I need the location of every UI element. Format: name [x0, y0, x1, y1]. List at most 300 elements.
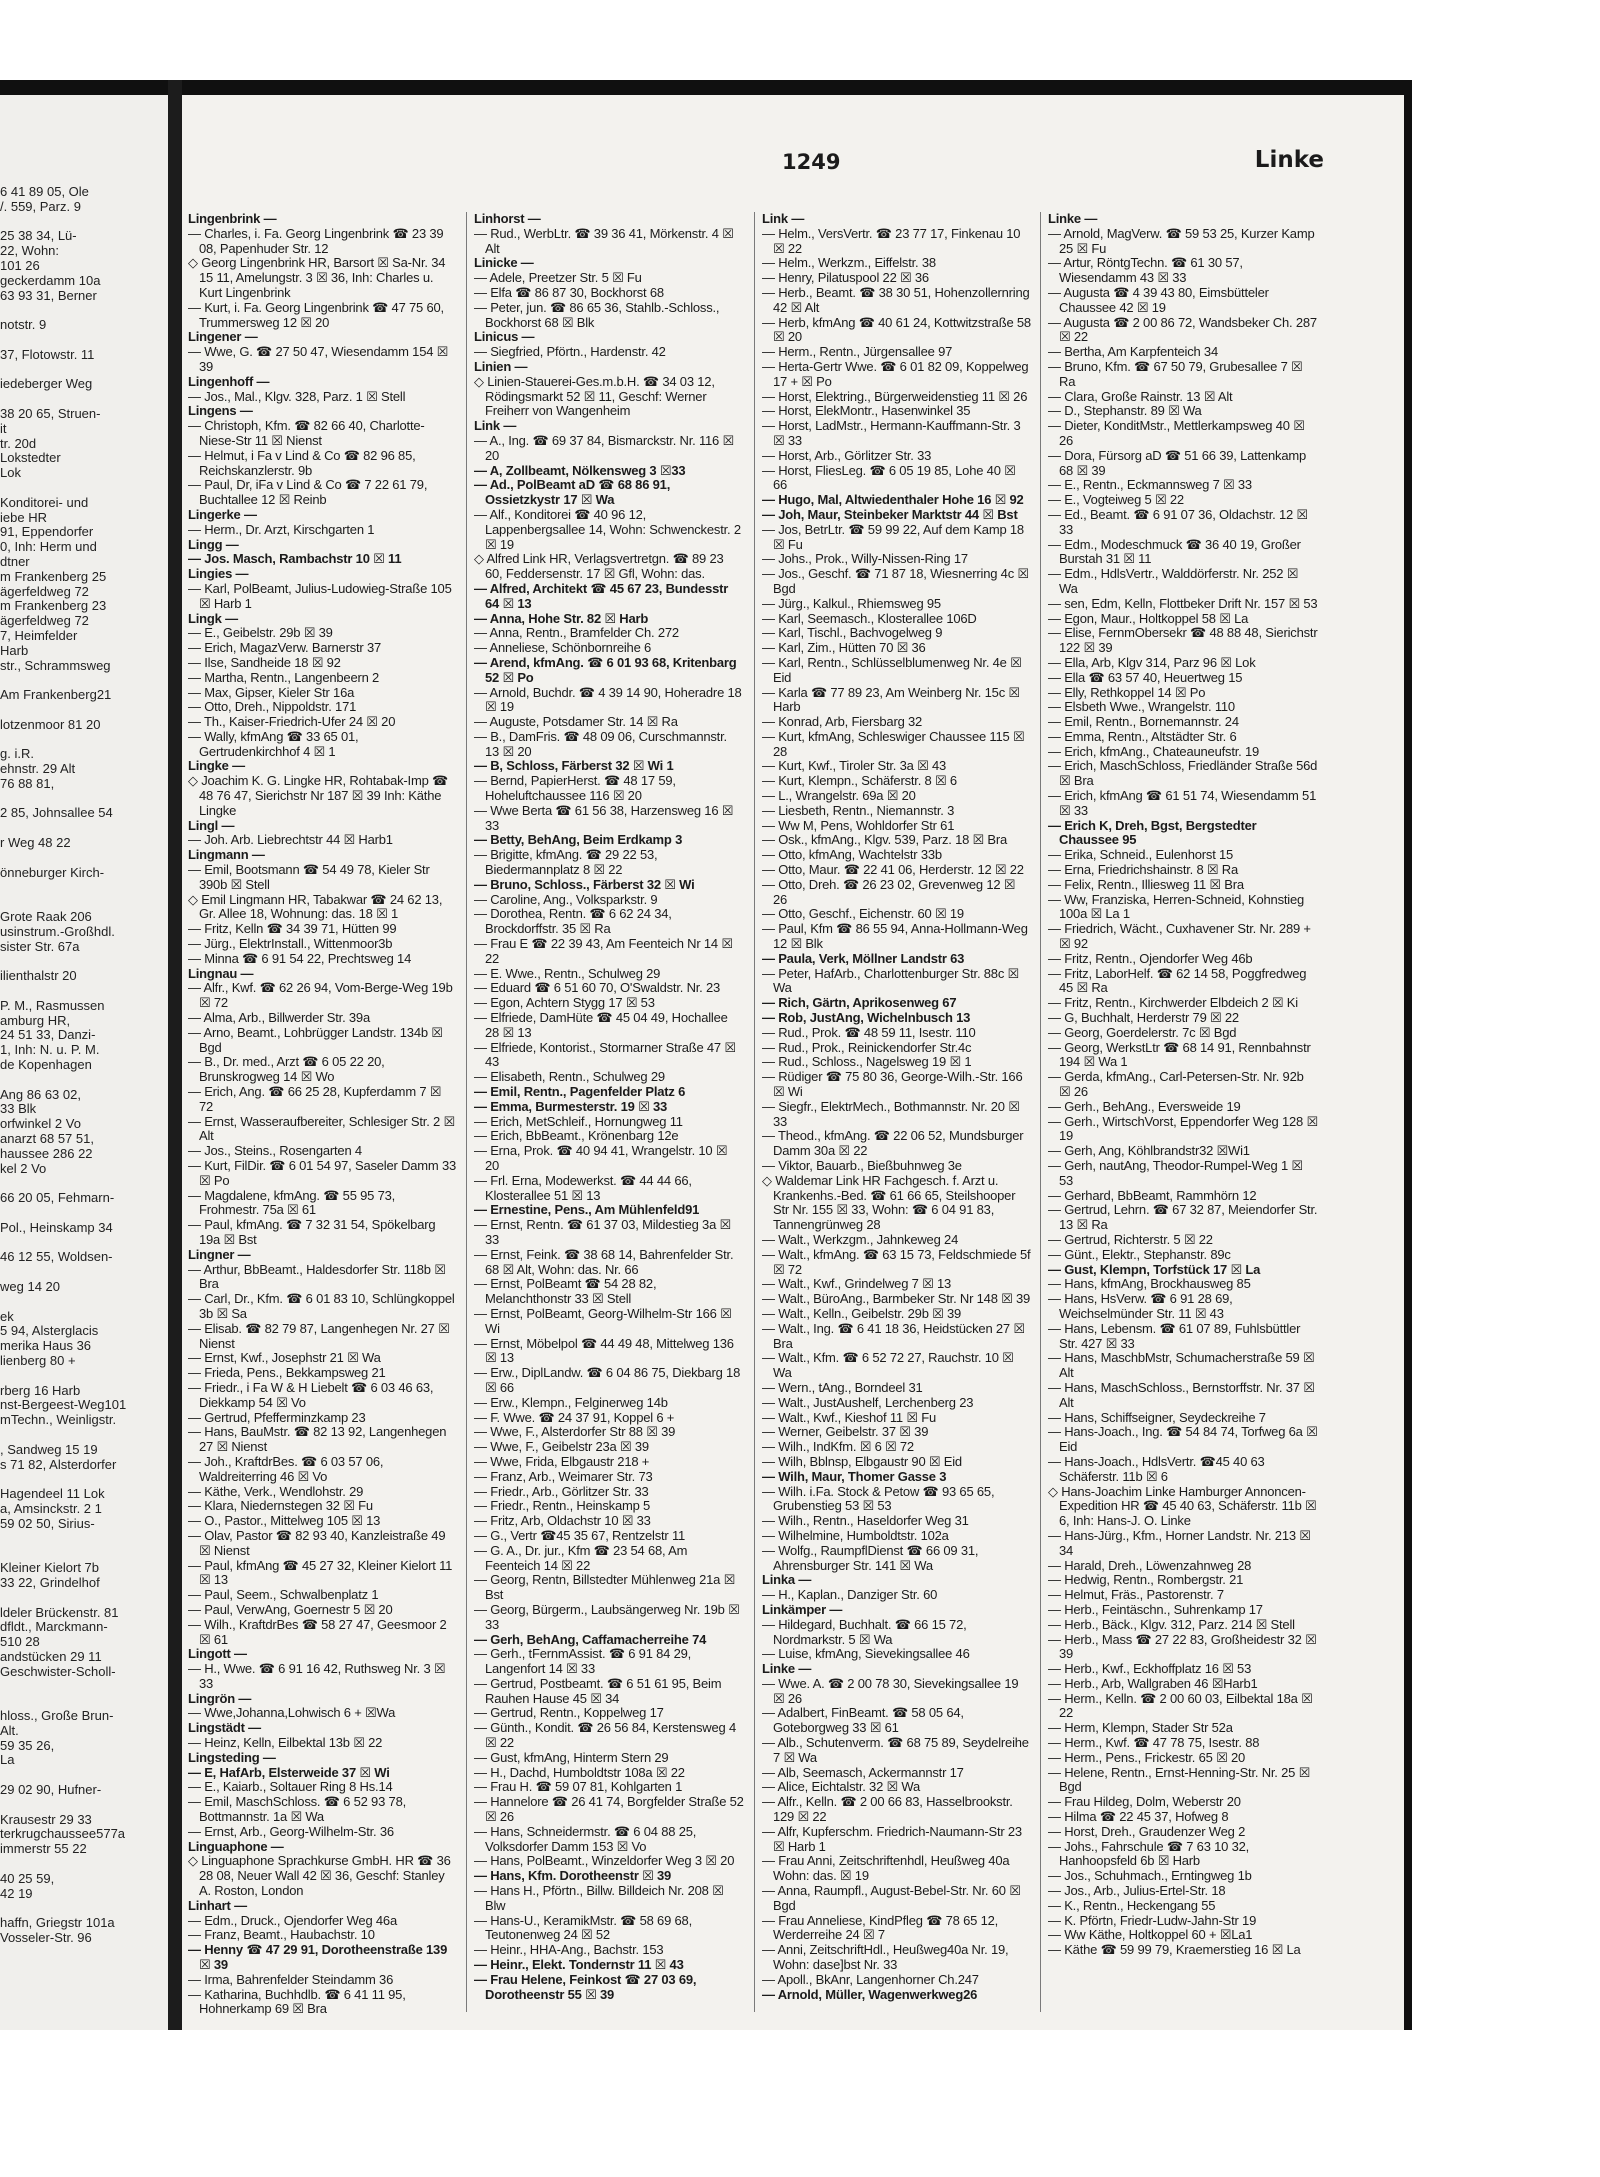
- directory-entry: — L., Wrangelstr. 69a ☒ 20: [762, 788, 916, 804]
- left-page-line: 38 20 65, Struen-: [0, 405, 101, 421]
- directory-entry: — Hans, MaschbMstr, Schumacherstraße 59 ☒ Alt: [1048, 1350, 1315, 1381]
- directory-entry: — Karl, Seemasch., Klosterallee 106D: [762, 610, 977, 626]
- directory-entry: — Gerh, Ang, Köhlbrandstr32 ☒Wi1: [1048, 1143, 1250, 1159]
- directory-entry: — Käthe ☎ 59 99 79, Kraemerstieg 16 ☒ La: [1048, 1942, 1301, 1958]
- directory-entry: — Irma, Bahrenfelder Steindamm 36: [188, 1971, 394, 1987]
- directory-entry: — Emil, Rentn., Pagenfelder Platz 6: [474, 1084, 686, 1100]
- directory-entry: — Hans, BauMstr. ☎ 82 13 92, Langenhegen 27 ☒ Nienst: [188, 1424, 447, 1455]
- left-page-line: önneburger Kirch-: [0, 864, 105, 880]
- directory-entry: — Herb., Bäck., Klgv. 312, Parz. 214 ☒ Stell: [1048, 1616, 1295, 1632]
- directory-entry: — Hans H., Pförtn., Billw. Billdeich Nr. 208 ☒ Blw: [474, 1883, 724, 1913]
- directory-entry: — Olav, Pastor ☎ 82 93 40, Kanzleistraße 49 ☒ Nienst: [188, 1527, 446, 1558]
- directory-entry: — Dieter, KonditMstr., Mettlerkampsweg 40 ☒ 26: [1048, 418, 1305, 448]
- left-page-line: Konditorei- und: [0, 494, 89, 510]
- left-page-line: [0, 1176, 168, 1191]
- left-page-line: [0, 1206, 168, 1221]
- directory-entry: — Erich, MaschSchloss, Friedländer Straße 56d ☒ Bra: [1048, 758, 1318, 789]
- directory-entry: — Ella ☎ 63 57 40, Heuertweg 15: [1048, 669, 1243, 685]
- directory-entry: — Joh., KraftdrBes. ☎ 6 03 57 06, Waldreiterring 46 ☒ Vo: [188, 1453, 384, 1484]
- directory-entry: — Carl, Dr., Kfm. ☎ 6 01 83 10, Schlüngkoppel 3b ☒ Sa: [188, 1291, 455, 1321]
- left-page-line: [0, 984, 168, 999]
- left-page-line: 510 28: [0, 1634, 40, 1650]
- directory-entry: ◇ Emil Lingmann HR, Tabakwar ☎ 24 62 13, Gr. Allee 18, Wohnung: das. 18 ☒ 1: [188, 891, 443, 922]
- directory-entry: — Bertha, Am Karpfenteich 34: [1048, 344, 1218, 360]
- left-page-line: iedeberger Weg: [0, 376, 93, 392]
- left-page-line: lienberg 80 +: [0, 1352, 76, 1368]
- directory-entry: — Anna, Raumpfl., August-Bebel-Str. Nr. 60 ☒ Bgd: [762, 1883, 1021, 1913]
- directory-entry: — G, Buchhalt, Herderstr 79 ☒ 22: [1048, 1010, 1239, 1026]
- directory-entry: — Magdalene, kfmAng. ☎ 55 95 73, Frohmestr. 75a ☒ 61: [188, 1187, 396, 1218]
- left-page-line: Am Frankenberg21: [0, 687, 112, 703]
- left-page-line: [0, 1798, 168, 1813]
- directory-entry: — Jos., Schuhmach., Erntingweg 1b: [1048, 1868, 1252, 1884]
- directory-entry: — Wwe, F., Alsterdorfer Str 88 ☒ 39: [474, 1424, 676, 1440]
- directory-entry: — Gertrud, Richterstr. 5 ☒ 22: [1048, 1231, 1213, 1247]
- directory-entry: — Wwe Berta ☎ 61 56 38, Harzensweg 16 ☒ 33: [474, 802, 734, 833]
- left-page-line: ilienthalstr 20: [0, 968, 77, 984]
- directory-entry: — Wwe, F., Geibelstr 23a ☒ 39: [474, 1439, 649, 1455]
- directory-entry: — Günth., Kondit. ☎ 26 56 84, Kerstensweg 4 ☒ 22: [474, 1720, 736, 1751]
- directory-entry: — K. Pförtn, Friedr-Ludw-Jahn-Str 19: [1048, 1912, 1257, 1928]
- directory-entry: — Gertrud, Lehrn. ☎ 67 32 87, Meiendorfer Str. 13 ☒ Ra: [1048, 1202, 1318, 1233]
- left-page-line: 33 22, Grindelhof: [0, 1574, 100, 1590]
- left-page-line: 33 Blk: [0, 1101, 37, 1117]
- left-page-line: [0, 1295, 168, 1310]
- directory-entry: — Alfr, Kupferschm. Friedrich-Naumann-Str 23 ☒ Harb 1: [762, 1823, 1022, 1854]
- left-page-line: P. M., Rasmussen: [0, 997, 105, 1013]
- directory-entry: — Dorothea, Rentn. ☎ 6 62 24 34, Brockdorffstr. 35 ☒ Ra: [474, 906, 672, 937]
- directory-entry: — Egon, Achtern Stygg 17 ☒ 53: [474, 995, 655, 1011]
- directory-entry: — Max, Gipser, Kieler Str 16a: [188, 684, 355, 700]
- left-page-line: [0, 1679, 168, 1694]
- left-page-line: notstr. 9: [0, 317, 47, 333]
- directory-entry: — Christoph, Kfm. ☎ 82 66 40, Charlotte-Niese-Str 11 ☒ Nienst: [188, 418, 425, 448]
- directory-entry: — Edm., Druck., Ojendorfer Weg 46a: [188, 1912, 397, 1928]
- directory-entry: — Georg, WerkstLtr ☎ 68 14 91, Rennbahnstr 194 ☒ Wa 1: [1048, 1039, 1311, 1070]
- left-page-line: 6 41 89 05, Ole: [0, 184, 89, 199]
- directory-entry: ◇ Linien-Stauerei-Ges.m.b.H. ☎ 34 03 12, Rödingsmarkt 52 ☒ 11, Geschf: Werner Freiherr von Wangenheim: [474, 373, 715, 419]
- directory-entry: — Felix, Rentn., Illiesweg 11 ☒ Bra: [1048, 876, 1244, 892]
- left-page-line: weg 14 20: [0, 1278, 60, 1294]
- directory-entry: — Paul, kfmAng ☎ 45 27 32, Kleiner Kielort 11 ☒ 13: [188, 1557, 453, 1588]
- directory-entry: — Jos., Geschf. ☎ 71 87 18, Wiesnerring 4c ☒ Bgd: [762, 566, 1029, 596]
- directory-entry: — Erw., Klempn., Felginerweg 14b: [474, 1394, 668, 1410]
- left-page-line: amburg HR,: [0, 1012, 71, 1028]
- left-page-line: andstücken 29 11: [0, 1648, 102, 1664]
- left-page-line: [0, 363, 168, 378]
- directory-entry: — Frau Anni, Zeitschriftenhdl, Heußweg 40a Wohn: das. ☒ 19: [762, 1853, 1010, 1884]
- directory-entry: — E., Rentn., Eckmannsweg 7 ☒ 33: [1048, 477, 1252, 493]
- left-page-line: rberg 16 Harb: [0, 1382, 81, 1398]
- directory-entry: — Herm, Klempn, Stader Str 52a: [1048, 1720, 1233, 1736]
- directory-column-4: [1048, 212, 1318, 1958]
- directory-entry: — Walt., Werkzgm., Jahnkeweg 24: [762, 1231, 959, 1247]
- directory-entry: — Otto, Dreh., Nippoldstr. 171: [188, 699, 357, 715]
- left-page-line: [0, 895, 168, 910]
- left-page-line: 76 88 81,: [0, 775, 55, 791]
- left-page-line: g. i.R.: [0, 746, 34, 762]
- directory-entry: — Frau Hildeg, Dolm, Weberstr 20: [1048, 1794, 1241, 1810]
- directory-entry: — Friedr., Arb., Görlitzer Str. 33: [474, 1483, 649, 1499]
- left-page-line: [0, 1768, 168, 1783]
- directory-entry: — Hans, Schneidermstr. ☎ 6 04 88 25, Volksdorfer Damm 153 ☒ Vo: [474, 1823, 697, 1854]
- directory-entry: — Rich, Gärtn, Aprikosenweg 67: [762, 995, 957, 1011]
- directory-entry: — Friedr., Rentn., Heinskamp 5: [474, 1498, 651, 1514]
- directory-entry: — Edm., HdlsVertr., Walddörferstr. Nr. 252 ☒ Wa: [1048, 566, 1299, 596]
- directory-entry: — Elise, FernmObersekr ☎ 48 88 48, Sierichstr 122 ☒ 39: [1048, 625, 1318, 656]
- directory-entry: — B., Dr. med., Arzt ☎ 6 05 22 20, Brunskrogweg 14 ☒ Wo: [188, 1054, 385, 1085]
- left-page-line: [0, 1428, 168, 1443]
- directory-entry: — Ed., Beamt. ☎ 6 91 07 36, Oldachstr. 12 ☒ 33: [1048, 506, 1308, 537]
- left-page-line: [0, 732, 168, 747]
- directory-entry: — Ad., PolBeamt aD ☎ 68 86 91, Ossietzkystr 17 ☒ Wa: [474, 477, 671, 508]
- directory-entry: — Kurt, kfmAng, Schleswiger Chaussee 115 ☒ 28: [762, 728, 1025, 759]
- left-page-line: Harb: [0, 642, 29, 658]
- directory-entry: — Ernestine, Pens., Am Mühlenfeld91: [474, 1202, 700, 1218]
- left-page-line: immerstr 55 22: [0, 1841, 87, 1857]
- directory-entry: — Rud., WerbLtr. ☎ 39 36 41, Mörkenstr. 4 ☒ Alt: [474, 225, 734, 256]
- directory-entry: — Augusta ☎ 2 00 86 72, Wandsbeker Ch. 287 ☒ 22: [1048, 314, 1317, 345]
- directory-entry: — Arnold, Buchdr. ☎ 4 39 14 90, Hoheradre 18 ☒ 19: [474, 684, 742, 715]
- directory-entry: — Ww Käthe, Holtkoppel 60 + ☒La1: [1048, 1927, 1253, 1943]
- directory-entry: — Fritz, Kelln ☎ 34 39 71, Hütten 99: [188, 921, 397, 937]
- directory-entry: — Wally, kfmAng ☎ 33 65 01, Gertrudenkirchhof 4 ☒ 1: [188, 728, 359, 759]
- directory-entry: — E. Wwe., Rentn., Schulweg 29: [474, 965, 661, 981]
- directory-entry: — Emil, Rentn., Bornemannstr. 24: [1048, 714, 1239, 730]
- left-page-line: Vosseler-Str. 96: [0, 1930, 92, 1946]
- directory-entry: — Arnold, MagVerw. ☎ 59 53 25, Kurzer Kamp 25 ☒ Fu: [1048, 225, 1315, 256]
- directory-entry: — Jos., Arb., Julius-Ertel-Str. 18: [1048, 1883, 1226, 1899]
- directory-entry: — Fritz, Rentn., Kirchwerder Elbdeich 2 ☒ Ki: [1048, 995, 1298, 1011]
- directory-entry: — Frau E ☎ 22 39 43, Am Feenteich Nr 14 ☒ 22: [474, 936, 733, 966]
- left-page-line: haussee 286 22: [0, 1145, 93, 1161]
- directory-entry: — Walt., BüroAng., Barmbeker Str. Nr 148 ☒ 39: [762, 1291, 1031, 1307]
- directory-entry: — Helene, Rentn., Ernst-Henning-Str. Nr. 25 ☒ Bgd: [1048, 1764, 1311, 1795]
- directory-entry: — Walt., Kelln., Geibelstr. 29b ☒ 39: [762, 1305, 962, 1321]
- directory-entry: — H., Dachd, Humboldtstr 108a ☒ 22: [474, 1764, 685, 1780]
- left-page-line: [0, 1857, 168, 1872]
- directory-entry: — Caroline, Ang., Volksparkstr. 9: [474, 891, 658, 907]
- directory-entry: Lingmann —: [188, 847, 265, 863]
- directory-entry: — Wern., tAng., Borndeel 31: [762, 1379, 923, 1395]
- directory-entry: — Gertrud, Pfefferminzkamp 23: [188, 1409, 366, 1425]
- directory-entry: — Erich, MetSchleif., Hornungweg 11: [474, 1113, 683, 1129]
- directory-entry: — Johs., Prok., Willy-Nissen-Ring 17: [762, 551, 968, 567]
- left-page-line: a, Amsinckstr. 2 1: [0, 1500, 102, 1516]
- directory-entry: — A, Zollbeamt, Nölkensweg 3 ☒33: [474, 462, 686, 478]
- left-page-line: ldeler Brückenstr. 81: [0, 1604, 119, 1620]
- directory-entry: — Hans-Joach., Ing. ☎ 54 84 74, Torfweg 6a ☒ Eid: [1048, 1424, 1318, 1455]
- directory-entry: — Dora, Fürsorg aD ☎ 51 66 39, Lattenkamp 68 ☒ 39: [1048, 447, 1307, 478]
- directory-entry: — Otto, Maur. ☎ 22 41 06, Herderstr. 12 ☒ 22: [762, 862, 1024, 878]
- directory-entry: — Herb., Kwf., Eckhoffplatz 16 ☒ 53: [1048, 1661, 1252, 1677]
- left-page-line: [0, 1546, 168, 1561]
- directory-entry: — Gust, kfmAng, Hinterm Stern 29: [474, 1749, 669, 1765]
- directory-entry: — Elly, Rethkoppel 14 ☒ Po: [1048, 684, 1206, 700]
- directory-entry: — Herm., Pens., Frickestr. 65 ☒ 20: [1048, 1749, 1246, 1765]
- directory-entry: — Gertrud, Postbeamt. ☎ 6 51 61 95, Beim Rauhen Hause 45 ☒ 34: [474, 1675, 722, 1706]
- directory-entry: — Alfr., Kelln. ☎ 2 00 66 83, Hasselbrookstr. 129 ☒ 22: [762, 1794, 1013, 1825]
- left-page-line: ägerfeldweg 72: [0, 613, 89, 629]
- left-page-line: [0, 1265, 168, 1280]
- directory-entry: — Wolfg., RaumpflDienst ☎ 66 09 31, Ahrensburger Str. 141 ☒ Wa: [762, 1542, 979, 1573]
- directory-entry: — Klara, Niedernstegen 32 ☒ Fu: [188, 1498, 373, 1514]
- left-page-line: ek: [0, 1308, 14, 1324]
- directory-entry: — Frau Anneliese, KindPfleg ☎ 78 65 12, Werderreihe 24 ☒ 7: [762, 1912, 999, 1943]
- directory-entry: — Gerh, nautAng, Theodor-Rumpel-Weg 1 ☒ 53: [1048, 1158, 1303, 1188]
- directory-entry: — Otto, Dreh. ☎ 26 23 02, Grevenweg 12 ☒ 26: [762, 876, 1016, 907]
- column-divider: [466, 212, 467, 2012]
- left-page-line: nst-Bergeest-Weg101: [0, 1397, 127, 1413]
- directory-entry: — Arthur, BbBeamt., Haldesdorfer Str. 118b ☒ Bra: [188, 1261, 446, 1292]
- left-page-line: 42 19: [0, 1885, 33, 1901]
- directory-entry: — Elfriede, Kontorist., Stormarner Straße 47 ☒ 43: [474, 1039, 736, 1070]
- directory-entry: — Hans, Schiffseigner, Seydeckreihe 7: [1048, 1409, 1266, 1425]
- directory-entry: — Emma, Rentn., Altstädter Str. 6: [1048, 728, 1237, 744]
- left-page-line: [0, 673, 168, 688]
- directory-entry: — Frieda, Pens., Bekkampsweg 21: [188, 1365, 386, 1381]
- directory-entry: — O., Pastor., Mittelweg 105 ☒ 13: [188, 1513, 381, 1529]
- directory-entry: — Alfred, Architekt ☎ 45 67 23, Bundesstr 64 ☒ 13: [474, 580, 729, 611]
- directory-entry: — Hugo, Mal, Altwiedenthaler Hohe 16 ☒ 92: [762, 492, 1024, 508]
- directory-entry: — Georg, Goerdelerstr. 7c ☒ Bgd: [1048, 1024, 1237, 1040]
- directory-entry: — Georg, Rentn, Billstedter Mühlenweg 21a ☒ Bst: [474, 1572, 736, 1603]
- directory-entry: — Ernst, Rentn. ☎ 61 37 03, Mildestieg 3a ☒ 33: [474, 1217, 731, 1247]
- directory-entry: — Ernst, Feink. ☎ 38 68 14, Bahrenfelder Str. 68 ☒ Alt, Wohn: das. Nr. 66: [474, 1246, 734, 1277]
- left-page-line: anarzt 68 57 51,: [0, 1131, 94, 1146]
- left-page-line: hloss., Große Brun-: [0, 1708, 114, 1724]
- directory-entry: — Arnold, Müller, Wagenwerkweg26: [762, 1986, 978, 2002]
- left-page-column: [0, 185, 168, 1946]
- directory-entry: — Horst, FliesLeg. ☎ 6 05 19 85, Lohe 40 ☒ 66: [762, 462, 1016, 493]
- page-header: [182, 95, 1404, 205]
- directory-entry: — Kurt, Klempn., Schäferstr. 8 ☒ 6: [762, 773, 957, 789]
- directory-entry: Lingerke —: [188, 506, 257, 522]
- directory-entry: — Jos, BetrLtr. ☎ 59 99 22, Auf dem Kamp 18 ☒ Fu: [762, 521, 1024, 552]
- left-page-line: 25 38 34, Lü-: [0, 228, 77, 244]
- left-page-line: 29 02 90, Hufner-: [0, 1782, 102, 1798]
- directory-entry: — Walt., Kwf., Kieshof 11 ☒ Fu: [762, 1409, 936, 1425]
- directory-entry: — Wwe. A. ☎ 2 00 78 30, Sievekingsallee 19 ☒ 26: [762, 1675, 1019, 1706]
- directory-entry: — Fritz, Arb, Oldachstr 10 ☒ 33: [474, 1513, 651, 1529]
- left-page-line: merika Haus 36: [0, 1338, 92, 1354]
- left-page-line: La: [0, 1752, 15, 1768]
- directory-entry: — Adalbert, FinBeamt. ☎ 58 05 64, Goteborgweg 33 ☒ 61: [762, 1705, 964, 1736]
- directory-entry: — Helmut, i Fa v Lind & Co ☎ 82 96 85, Reichskanzlerstr. 9b: [188, 447, 416, 478]
- left-page-line: /. 559, Parz. 9: [0, 198, 81, 214]
- left-page-line: m Frankenberg 23: [0, 598, 107, 614]
- left-page-line: [0, 851, 168, 866]
- directory-entry: — Paul, Seem., Schwalbenplatz 1: [188, 1587, 379, 1603]
- left-page-line: [0, 1901, 168, 1916]
- directory-entry: — Walt., Ing. ☎ 6 41 18 36, Heidstücken 27 ☒ Bra: [762, 1320, 1025, 1351]
- left-page-line: Grote Raak 206: [0, 909, 92, 925]
- directory-entry: — Joh, Maur, Steinbeker Marktstr 44 ☒ Bst: [762, 506, 1018, 522]
- left-page-line: [0, 954, 168, 969]
- left-page-line: 59 35 26,: [0, 1737, 55, 1753]
- directory-entry: — Brigitte, kfmAng. ☎ 29 22 53, Biedermannplatz 8 ☒ 22: [474, 847, 658, 878]
- left-page-line: [0, 1532, 168, 1547]
- left-page-line: Pol., Heinskamp 34: [0, 1219, 113, 1235]
- left-page-line: mTechn., Weinligstr.: [0, 1412, 117, 1428]
- directory-entry: — Wilh. i.Fa. Stock & Petow ☎ 93 65 65, Grubenstieg 53 ☒ 53: [762, 1483, 995, 1514]
- directory-entry: — Paul, VerwAng, Goernestr 5 ☒ 20: [188, 1601, 393, 1617]
- directory-entry: — Hilma ☎ 22 45 37, Hofweg 8: [1048, 1809, 1229, 1825]
- directory-entry: — Karl, Rentn., Schlüsselblumenweg Nr. 4e ☒ Eid: [762, 654, 1022, 685]
- directory-entry: — Gerh., WirtschVorst, Eppendorfer Weg 128 ☒ 19: [1048, 1113, 1318, 1144]
- directory-entry: Lingke —: [188, 758, 245, 774]
- directory-entry: ◇ Waldemar Link HR Fachgesch. f. Arzt u. Krankenhs.-Bed. ☎ 61 66 65, Steilshooper Str Nr. 155 ☒ 33, Wohn: ☎ 6 04 91 83, Tannengrünweg 28: [762, 1172, 1016, 1233]
- directory-entry: — Ernst, PolBeamt ☎ 54 28 82, Melanchthonstr 33 ☒ Stell: [474, 1276, 657, 1307]
- directory-entry: — A., Ing. ☎ 69 37 84, Bismarckstr. Nr. 116 ☒ 20: [474, 432, 734, 463]
- directory-entry: — Ilse, Sandheide 18 ☒ 92: [188, 654, 341, 670]
- directory-column-3: [762, 212, 1032, 2002]
- directory-entry: — Alfr., Kwf. ☎ 62 26 94, Vom-Berge-Weg 19b ☒ 72: [188, 980, 453, 1011]
- directory-entry: ◇ Linguaphone Sprachkurse GmbH. HR ☎ 36 28 08, Neuer Wall 42 ☒ 36, Geschf: Stanley A. Roston, London: [188, 1853, 451, 1899]
- left-page-line: 24 51 33, Danzi-: [0, 1027, 96, 1043]
- directory-entry: — Ernst, Arb., Georg-Wilhelm-Str. 36: [188, 1823, 394, 1839]
- directory-entry: — Jürg., Kalkul., Rhiemsweg 95: [762, 595, 941, 611]
- column-divider: [1040, 212, 1041, 2012]
- directory-entry: — Adele, Preetzer Str. 5 ☒ Fu: [474, 270, 642, 286]
- directory-entry: Linke —: [762, 1661, 812, 1677]
- directory-entry: Linguaphone —: [188, 1838, 284, 1854]
- directory-entry: — Ella, Arb, Klgv 314, Parz 96 ☒ Lok: [1048, 654, 1256, 670]
- left-page-line: it: [0, 420, 7, 436]
- directory-entry: — Ernst, PolBeamt, Georg-Wilhelm-Str 166 ☒ Wi: [474, 1305, 732, 1336]
- left-page-line: [0, 481, 168, 496]
- directory-entry: — Helm., VersVertr. ☎ 23 77 17, Finkenau 10 ☒ 22: [762, 225, 1021, 256]
- directory-entry: — Hans, Lebensm. ☎ 61 07 89, Fuhlsbüttler Str. 427 ☒ 33: [1048, 1320, 1301, 1351]
- left-page-line: Geschwister-Scholl-: [0, 1663, 116, 1679]
- directory-entry: — Alice, Eichtalstr. 32 ☒ Wa: [762, 1779, 921, 1795]
- directory-entry: — Gerh, BehAng, Caffamacherreihe 74: [474, 1631, 707, 1647]
- directory-entry: — Charles, i. Fa. Georg Lingenbrink ☎ 23 39 08, Papenhuder Str. 12: [188, 225, 444, 256]
- page-keyword: Linke: [1254, 147, 1324, 173]
- directory-entry: — Otto, Geschf., Eichenstr. 60 ☒ 19: [762, 906, 964, 922]
- directory-entry: — Otto, kfmAng, Wachtelstr 33b: [762, 847, 942, 863]
- directory-entry: Lingenbrink —: [188, 211, 277, 226]
- left-page-line: ehnstr. 29 Alt: [0, 761, 76, 777]
- left-page-line: [0, 1073, 168, 1088]
- directory-entry: — Gerh., tFernmAssist. ☎ 6 91 84 29, Langenfort 14 ☒ 33: [474, 1646, 692, 1677]
- directory-entry: — Hans, PolBeamt., Winzeldorfer Weg 3 ☒ 20: [474, 1853, 735, 1869]
- directory-entry: — G. A., Dr. jur., Kfm ☎ 23 54 68, Am Feenteich 14 ☒ 22: [474, 1542, 688, 1573]
- directory-entry: — E., Geibelstr. 29b ☒ 39: [188, 625, 333, 641]
- directory-entry: — Hans-Jürg., Kfm., Horner Landstr. Nr. 213 ☒ 34: [1048, 1527, 1311, 1558]
- directory-entry: — Bernd, PapierHerst. ☎ 48 17 59, Hoheluftchaussee 116 ☒ 20: [474, 773, 676, 804]
- left-page-line: [0, 303, 168, 318]
- directory-entry: — Luise, kfmAng, Sievekingsallee 46: [762, 1646, 970, 1662]
- directory-entry: — Gerda, kfmAng., Carl-Petersen-Str. Nr. 92b ☒ 26: [1048, 1069, 1304, 1100]
- directory-entry: — Wilh., Rentn., Haseldorfer Weg 31: [762, 1513, 969, 1529]
- directory-entry: — Rud., Schloss., Nagelsweg 19 ☒ 1: [762, 1054, 972, 1070]
- directory-entry: — Jos., Steins., Rosengarten 4: [188, 1143, 362, 1159]
- directory-entry: — Herb., Beamt. ☎ 38 30 51, Hohenzollernring 42 ☒ Alt: [762, 284, 1030, 315]
- directory-entry: — Apoll., BkAnr, Langenhorner Ch.247: [762, 1971, 979, 1987]
- left-page-line: ägerfeldweg 72: [0, 583, 89, 599]
- directory-entry: — Peter, jun. ☎ 86 65 36, Stahlb.-Schloss., Bockhorst 68 ☒ Blk: [474, 299, 720, 330]
- left-page-line: 5 94, Alsterglacis: [0, 1323, 99, 1339]
- directory-entry: — Hans-U., KeramikMstr. ☎ 58 69 68, Teutonenweg 24 ☒ 52: [474, 1912, 692, 1943]
- directory-entry: — Augusta ☎ 4 39 43 80, Eimsbütteler Chaussee 42 ☒ 19: [1048, 284, 1269, 315]
- left-page-line: 46 12 55, Woldsen-: [0, 1249, 113, 1265]
- directory-entry: — Herm., Rentn., Jürgensallee 97: [762, 344, 953, 360]
- directory-entry: — Auguste, Potsdamer Str. 14 ☒ Ra: [474, 714, 678, 730]
- left-page-line: Lok: [0, 465, 21, 481]
- directory-entry: — Horst, ElekMontr., Hasenwinkel 35: [762, 403, 971, 419]
- directory-column-1: [188, 212, 458, 2017]
- left-page-line: [0, 1236, 168, 1251]
- directory-entry: — Günt., Elektr., Stephanstr. 89c: [1048, 1246, 1231, 1262]
- directory-entry: Lingg —: [188, 536, 239, 552]
- left-page-line: [0, 703, 168, 718]
- directory-entry: Lingsteding —: [188, 1749, 276, 1765]
- left-page-line: [0, 792, 168, 807]
- directory-entry: — Elfriede, DamHüte ☎ 45 04 49, Hochallee 28 ☒ 13: [474, 1010, 728, 1040]
- directory-entry: Lingner —: [188, 1246, 251, 1262]
- left-page-line: 37, Flotowstr. 11: [0, 346, 95, 362]
- directory-entry: — Kurt, Kwf., Tiroler Str. 3a ☒ 43: [762, 758, 947, 774]
- directory-entry: Linicus —: [474, 329, 535, 345]
- directory-entry: — Katharina, Buchhdlb. ☎ 6 41 11 95, Hohnerkamp 69 ☒ Bra: [188, 1986, 406, 2017]
- directory-entry: — Wilh., IndKfm. ☒ 6 ☒ 72: [762, 1439, 914, 1455]
- left-page-line: usinstrum.-Großhdl.: [0, 923, 115, 939]
- directory-entry: — Liesbeth, Rentn., Niemannstr. 3: [762, 802, 955, 818]
- directory-entry: — Kurt, FilDir. ☎ 6 01 54 97, Saseler Damm 33 ☒ Po: [188, 1158, 457, 1188]
- directory-entry: — Erich, kfmAng ☎ 61 51 74, Wiesendamm 51 ☒ 33: [1048, 788, 1317, 818]
- directory-entry: — Hans, kfmAng, Brockhausweg 85: [1048, 1276, 1251, 1292]
- directory-entry: — Theod., kfmAng. ☎ 22 06 52, Mundsburger Damm 30a ☒ 22: [762, 1128, 1024, 1159]
- left-page-line: [0, 1694, 168, 1709]
- directory-entry: — Hans-Joach., HdlsVertr. ☎45 40 63 Schäferstr. 11b ☒ 6: [1048, 1453, 1265, 1484]
- directory-entry: Lingstädt —: [188, 1720, 261, 1736]
- left-page-line: 91, Eppendorfer: [0, 524, 94, 540]
- directory-entry: — Walt., Kwf., Grindelweg 7 ☒ 13: [762, 1276, 952, 1292]
- directory-entry: — Herm., Dr. Arzt, Kirschgarten 1: [188, 521, 375, 537]
- directory-entry: — Jos. Masch, Rambachstr 10 ☒ 11: [188, 551, 402, 567]
- directory-entry: — Jürg., ElektrInstall., Wittenmoor3b: [188, 936, 393, 952]
- directory-entry: — Herb., Feintäschn., Suhrenkamp 17: [1048, 1601, 1263, 1617]
- directory-entry: — Emil, Bootsmann ☎ 54 49 78, Kieler Str 390b ☒ Stell: [188, 862, 430, 892]
- directory-entry: Linka —: [762, 1572, 812, 1588]
- directory-entry: — Anneliese, Schönbornreihe 6: [474, 640, 652, 656]
- left-page-line: 101 26: [0, 257, 40, 273]
- directory-entry: — Egon, Maur., Holtkoppel 58 ☒ La: [1048, 610, 1249, 626]
- directory-entry: — Rob, JustAng, Wichelnbusch 13: [762, 1010, 971, 1026]
- directory-entry: — sen, Edm, Kelln, Flottbeker Drift Nr. 157 ☒ 53: [1048, 595, 1318, 611]
- directory-entry: ◇ Hans-Joachim Linke Hamburger Annoncen-Expedition HR ☎ 45 40 63, Schäferstr. 11b ☒ 6, Inh: Hans-J. O. Linke: [1048, 1483, 1317, 1529]
- directory-entry: — Georg, Bürgerm., Laubsängerweg Nr. 19b ☒ 33: [474, 1601, 740, 1632]
- directory-entry: — Gerh., BehAng., Eversweide 19: [1048, 1098, 1241, 1114]
- left-page-line: s 71 82, Alsterdorfer: [0, 1456, 117, 1472]
- directory-entry: — Wwe, G. ☎ 27 50 47, Wiesendamm 154 ☒ 39: [188, 344, 449, 374]
- directory-entry: — Henry, Pilatuspool 22 ☒ 36: [762, 270, 929, 286]
- directory-entry: — Minna ☎ 6 91 54 22, Prechtsweg 14: [188, 950, 412, 966]
- directory-entry: — Erna, Friedrichshainstr. 8 ☒ Ra: [1048, 862, 1239, 878]
- directory-entry: — Helmut, Fräs., Pastorenstr. 7: [1048, 1587, 1224, 1603]
- directory-entry: — Fritz, Rentn., Ojendorfer Weg 46b: [1048, 950, 1253, 966]
- directory-entry: — Erich, BbBeamt., Krönenbarg 12e: [474, 1128, 679, 1144]
- directory-entry: — Käthe, Verk., Wendlohstr. 29: [188, 1483, 364, 1499]
- directory-entry: — Henny ☎ 47 29 91, Dorotheenstraße 139 ☒ 39: [188, 1942, 448, 1973]
- directory-entry: — Hans, Kfm. Dorotheenstr ☒ 39: [474, 1868, 672, 1884]
- left-page-line: Alt.: [0, 1722, 19, 1738]
- directory-entry: Lingnau —: [188, 965, 254, 981]
- directory-entry: — Gertrud, Rentn., Koppelweg 17: [474, 1705, 664, 1721]
- left-page-line: 63 93 31, Berner: [0, 287, 97, 303]
- directory-entry: — Wwe,Johanna,Lohwisch 6 + ☒Wa: [188, 1705, 396, 1721]
